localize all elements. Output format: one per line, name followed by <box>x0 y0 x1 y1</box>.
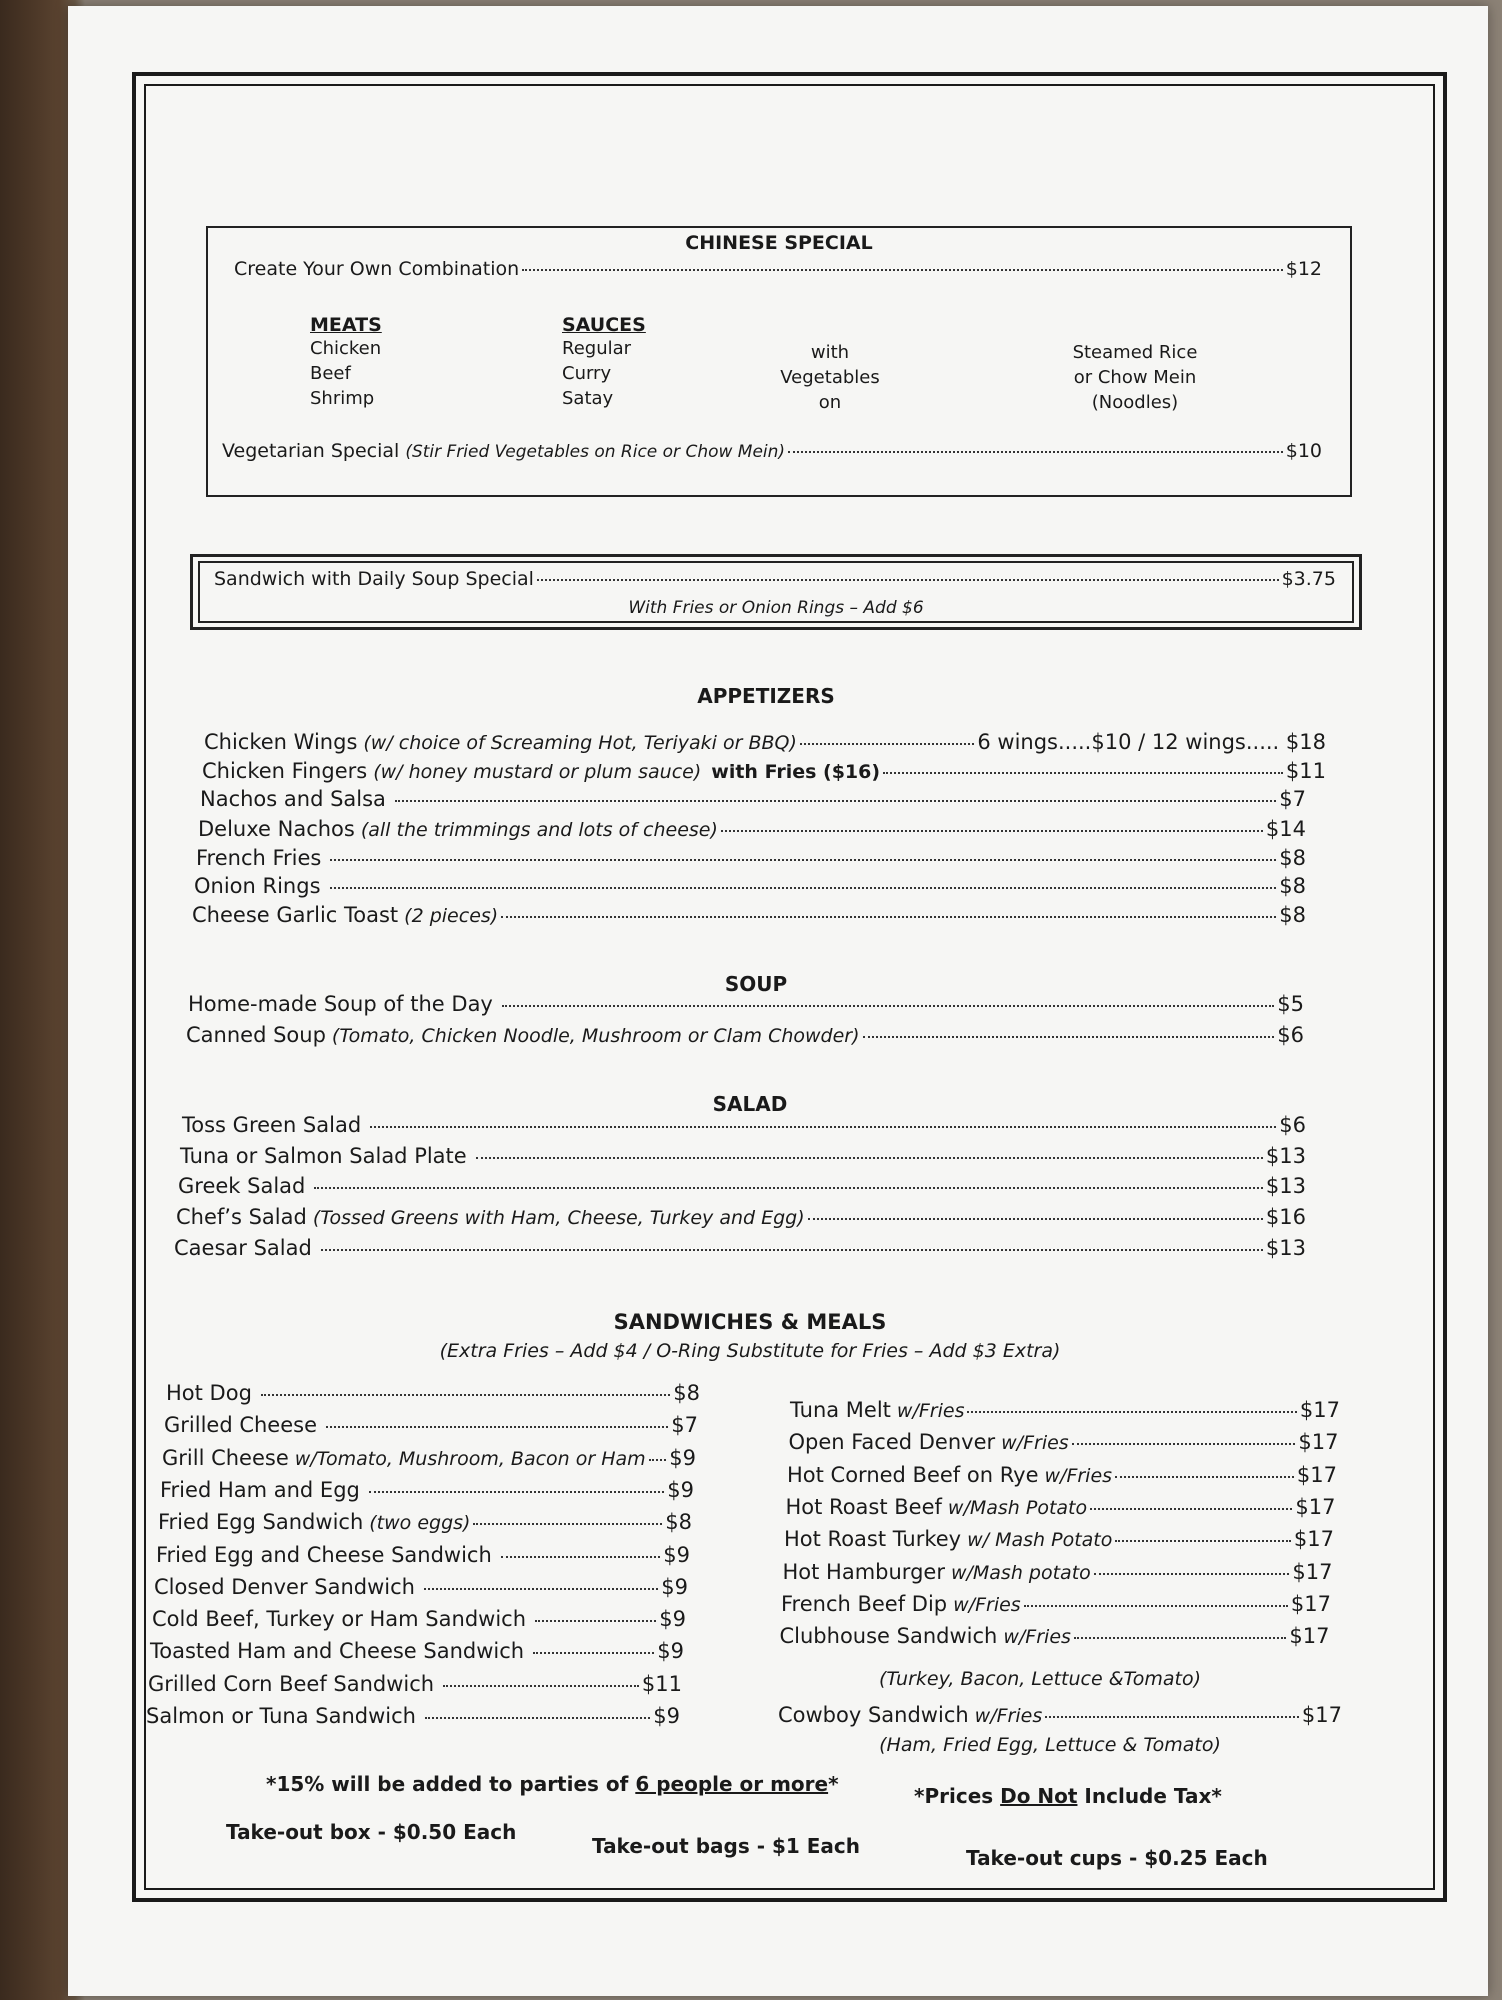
menu-item-row <box>166 1381 700 1405</box>
item-label: Open Faced Denver <box>788 1430 996 1455</box>
leader-dots <box>261 1394 670 1396</box>
leader-dots <box>330 859 1276 861</box>
menu-item-row <box>180 1144 1306 1168</box>
item-price: $6 <box>1277 1023 1304 1047</box>
menu-item-row <box>784 1527 1334 1551</box>
item-price: $9 <box>657 1639 684 1664</box>
tax-post: Include Tax* <box>1077 1784 1222 1808</box>
item-label: Grilled Cheese <box>164 1413 318 1438</box>
veg-label: Vegetarian Special <box>222 440 400 462</box>
leader-dots <box>533 1652 654 1654</box>
item-note: w/Mash Potato <box>947 1496 1088 1519</box>
item-label: French Beef Dip <box>781 1591 948 1616</box>
leader-dots <box>424 1588 658 1590</box>
item-price: $9 <box>663 1542 690 1567</box>
item-price: 6 wings.....$10 / 12 wings..... $18 <box>977 730 1326 754</box>
item-label: Cold Beef, Turkey or Ham Sandwich <box>152 1607 527 1632</box>
gratuity-note <box>266 1772 839 1796</box>
leader-dots <box>800 743 974 745</box>
item-price: $17 <box>1296 1462 1337 1487</box>
item-price: $8 <box>1279 903 1306 927</box>
item-note: (Tomato, Chicken Noodle, Mushroom or Clam Chowder) <box>331 1025 860 1047</box>
item-price: $14 <box>1265 817 1306 841</box>
soup-special-note: With Fries or Onion Rings – Add $6 <box>628 598 924 618</box>
leader-dots <box>967 1411 1296 1413</box>
item-label: Fried Egg Sandwich <box>158 1510 364 1535</box>
item-label: Closed Denver Sandwich <box>154 1574 415 1599</box>
menu-item-row <box>200 787 1306 811</box>
menu-item-row <box>186 1023 1304 1047</box>
item-label: Grill Cheese <box>162 1445 289 1470</box>
appetizers-title: APPETIZERS <box>697 684 835 708</box>
item-price: $17 <box>1292 1559 1333 1584</box>
item-price: $5 <box>1277 992 1304 1016</box>
item-price: $17 <box>1293 1527 1334 1552</box>
item-price: $16 <box>1265 1205 1306 1229</box>
item-price: $17 <box>1290 1591 1331 1616</box>
leader-dots <box>314 1187 1263 1189</box>
item-note: w/Mash potato <box>950 1561 1091 1584</box>
item-label: Fried Ham and Egg <box>160 1477 360 1502</box>
sauce-item: Satay <box>562 388 614 409</box>
leader-dots <box>443 1685 639 1687</box>
takeout-cups: Take-out cups - $0.25 Each <box>966 1846 1268 1870</box>
base-column <box>1040 340 1230 415</box>
item-label: Caesar Salad <box>174 1236 312 1260</box>
leader-dots <box>1090 1508 1292 1510</box>
item-label: Hot Hamburger <box>782 1559 945 1584</box>
item-note: w/ Mash Potato <box>967 1529 1113 1552</box>
leader-dots <box>425 1717 650 1719</box>
menu-item-row <box>148 1672 682 1696</box>
veg-price: $10 <box>1285 440 1322 462</box>
leader-dots <box>326 1426 668 1428</box>
combo-label: Create Your Own Combination <box>234 258 520 280</box>
item-label: Chicken Fingers <box>202 759 368 783</box>
item-price: $13 <box>1265 1144 1306 1168</box>
leader-dots <box>1072 1443 1296 1445</box>
leader-dots <box>883 772 1283 774</box>
item-label: Grilled Corn Beef Sandwich <box>148 1671 435 1696</box>
menu-item-row <box>146 1704 680 1728</box>
sandwiches-title: SANDWICHES & MEALS <box>613 1310 887 1334</box>
item-label: Clubhouse Sandwich <box>779 1624 998 1649</box>
item-label: Tuna or Salmon Salad Plate <box>180 1144 467 1168</box>
meat-item: Chicken <box>310 338 382 359</box>
item-note: (w/ choice of Screaming Hot, Teriyaki or BBQ) <box>363 732 797 754</box>
menu-item-row <box>182 1113 1306 1137</box>
menu-item-row <box>780 1624 1330 1648</box>
item-price: $13 <box>1265 1174 1306 1198</box>
menu-item-row <box>188 992 1304 1016</box>
leader-dots <box>1115 1540 1291 1542</box>
sauce-item: Regular <box>562 338 632 359</box>
item-note: w/Fries <box>974 1705 1043 1727</box>
menu-item-row <box>156 1543 690 1567</box>
item-label: Hot Roast Turkey <box>784 1527 962 1552</box>
item-label: Salmon or Tuna Sandwich <box>146 1704 416 1728</box>
item-price: $9 <box>667 1477 694 1502</box>
base-line: Steamed Rice <box>1072 342 1198 363</box>
item-note: (w/ honey mustard or plum sauce) <box>373 761 702 783</box>
leader-dots <box>330 887 1277 889</box>
menu-item-row <box>174 1236 1306 1260</box>
item-price: $9 <box>661 1574 688 1599</box>
menu-item-row <box>790 1398 1340 1422</box>
item-price: $17 <box>1299 1398 1340 1422</box>
item-note: (2 pieces) <box>404 905 499 927</box>
item-label: Hot Roast Beef <box>785 1494 942 1519</box>
leader-dots <box>1115 1476 1294 1478</box>
leader-dots <box>502 1005 1274 1007</box>
appetizer-row-fingers <box>202 759 1326 783</box>
menu-item-row <box>192 903 1306 927</box>
soup-special-label: Sandwich with Daily Soup Special <box>214 568 534 590</box>
item-price: $17 <box>1301 1703 1342 1727</box>
item-note: w/Fries <box>1044 1464 1113 1487</box>
menu-item-row <box>154 1575 688 1599</box>
item-label: Toasted Ham and Cheese Sandwich <box>150 1639 525 1664</box>
item-note: (all the trimmings and lots of cheese) <box>360 819 718 841</box>
menu-item-row <box>152 1607 686 1631</box>
gratuity-post: * <box>828 1772 839 1796</box>
leader-dots <box>808 1218 1263 1220</box>
tax-note <box>914 1784 1222 1808</box>
item-label: Home-made Soup of the Day <box>188 992 493 1016</box>
soup-title: SOUP <box>724 972 788 996</box>
leader-dots <box>535 1620 656 1622</box>
leader-dots <box>721 830 1263 832</box>
item-label: Deluxe Nachos <box>198 817 355 841</box>
clubhouse-detail: (Turkey, Bacon, Lettuce &Tomato) <box>878 1668 1202 1690</box>
sauce-item: Curry <box>562 363 612 384</box>
item-price: $13 <box>1265 1236 1306 1260</box>
item-price: $6 <box>1279 1113 1306 1137</box>
item-price: $9 <box>669 1445 696 1470</box>
item-extra: with Fries ($16) <box>711 761 881 783</box>
menu-item-row <box>160 1478 694 1502</box>
item-note: (two eggs) <box>369 1512 471 1535</box>
leader-dots <box>1045 1716 1299 1718</box>
item-price: $17 <box>1289 1624 1330 1649</box>
item-price: $8 <box>1279 846 1306 870</box>
item-note: w/Fries <box>1001 1432 1069 1455</box>
salad-title: SALAD <box>712 1092 788 1116</box>
leader-dots <box>395 800 1276 802</box>
vegetarian-special-row <box>222 440 1322 462</box>
sauces-column <box>562 314 646 411</box>
item-price: $11 <box>1285 759 1326 783</box>
item-price: $17 <box>1298 1430 1339 1455</box>
leader-dots <box>501 1556 660 1558</box>
leader-dots <box>1094 1573 1290 1575</box>
item-label: Chicken Wings <box>204 730 358 754</box>
item-note: w/Fries <box>1003 1626 1071 1649</box>
item-label: Hot Corned Beef on Rye <box>787 1462 1039 1487</box>
item-label: Tuna Melt <box>790 1398 891 1422</box>
soup-special-row <box>214 568 1336 590</box>
leader-dots <box>370 1126 1276 1128</box>
item-note: w/Tomato, Mushroom, Bacon or Ham <box>294 1447 646 1470</box>
menu-item-row <box>176 1205 1306 1229</box>
leader-dots <box>321 1249 1263 1251</box>
item-price: $8 <box>673 1381 700 1405</box>
combo-price: $12 <box>1285 258 1322 280</box>
item-label: Cheese Garlic Toast <box>192 903 399 927</box>
menu-item-row <box>158 1510 692 1534</box>
with-vegetables-column <box>760 340 900 415</box>
gratuity-underline: 6 people or more <box>635 1772 829 1796</box>
takeout-bags: Take-out bags - $1 Each <box>592 1834 860 1858</box>
item-label: Onion Rings <box>194 874 321 898</box>
menu-item-row <box>178 1174 1306 1198</box>
meat-item: Shrimp <box>310 388 375 409</box>
item-label: French Fries <box>196 846 322 870</box>
item-note: w/Fries <box>896 1400 965 1422</box>
item-label: Canned Soup <box>186 1023 326 1047</box>
appetizer-row-wings <box>204 730 1326 754</box>
veg-note: (Stir Fried Vegetables on Rice or Chow Mein) <box>405 442 786 462</box>
item-label: Greek Salad <box>178 1174 306 1198</box>
meats-header: MEATS <box>310 314 382 336</box>
with-line: Vegetables <box>780 367 880 388</box>
leader-dots <box>1024 1605 1288 1607</box>
leader-dots <box>522 269 1283 271</box>
item-price: $7 <box>1279 787 1306 811</box>
leader-dots <box>788 451 1283 453</box>
leader-dots <box>537 579 1279 581</box>
item-price: $8 <box>665 1510 692 1535</box>
item-label: Cowboy Sandwich <box>778 1703 969 1727</box>
sauces-header: SAUCES <box>562 314 646 336</box>
leader-dots <box>369 1491 664 1493</box>
tax-pre: *Prices <box>914 1784 1001 1808</box>
item-label: Nachos and Salsa <box>200 787 386 811</box>
menu-item-row <box>198 817 1306 841</box>
item-label: Fried Egg and Cheese Sandwich <box>156 1542 492 1567</box>
combo-row <box>234 258 1322 280</box>
item-price: $9 <box>659 1607 686 1632</box>
meat-item: Beef <box>310 363 351 384</box>
tax-underline: Do Not <box>1000 1784 1078 1808</box>
leader-dots <box>649 1459 667 1461</box>
leader-dots <box>501 916 1276 918</box>
leader-dots <box>863 1036 1275 1038</box>
menu-item-row <box>164 1413 698 1437</box>
item-label: Chef’s Salad <box>176 1205 307 1229</box>
menu-item-row <box>194 874 1306 898</box>
gratuity-pre: *15% will be added to parties of <box>266 1772 636 1796</box>
item-note: (Tossed Greens with Ham, Cheese, Turkey and Egg) <box>312 1207 805 1229</box>
menu-item-row <box>162 1446 696 1470</box>
item-label: Toss Green Salad <box>182 1113 362 1137</box>
meats-column <box>310 314 382 411</box>
item-price: $8 <box>1279 874 1306 898</box>
base-line: or Chow Mein <box>1073 367 1197 388</box>
leader-dots <box>1074 1637 1286 1639</box>
soup-special-price: $3.75 <box>1281 568 1336 590</box>
item-note: w/Fries <box>953 1593 1021 1616</box>
menu-item-row <box>789 1430 1339 1454</box>
takeout-box: Take-out box - $0.50 Each <box>226 1820 517 1844</box>
item-price: $9 <box>653 1704 680 1728</box>
menu-item-row <box>783 1560 1333 1584</box>
cowboy-detail: (Ham, Fried Egg, Lettuce & Tomato) <box>879 1734 1221 1756</box>
chinese-special-title: CHINESE SPECIAL <box>685 232 873 254</box>
menu-item-row <box>196 846 1306 870</box>
item-price: $7 <box>671 1413 698 1438</box>
menu-item-row <box>150 1639 684 1663</box>
with-line: on <box>818 392 842 413</box>
item-label: Hot Dog <box>166 1381 252 1405</box>
menu-item-row <box>787 1463 1337 1487</box>
item-price: $17 <box>1295 1494 1336 1519</box>
item-price: $11 <box>641 1671 682 1696</box>
menu-item-row <box>786 1495 1336 1519</box>
base-line: (Noodles) <box>1091 392 1179 413</box>
sandwiches-subtitle: (Extra Fries – Add $4 / O-Ring Substitute for Fries – Add $3 Extra) <box>439 1340 1061 1362</box>
menu-item-row <box>781 1592 1331 1616</box>
leader-dots <box>473 1523 662 1525</box>
leader-dots <box>476 1157 1263 1159</box>
with-line: with <box>810 342 850 363</box>
cowboy-row <box>778 1703 1342 1727</box>
